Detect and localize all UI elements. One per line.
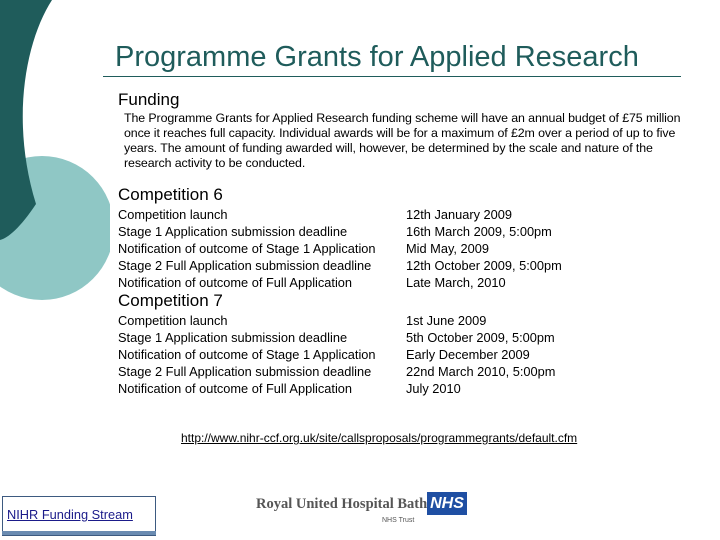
schedule-row bbox=[118, 312, 555, 329]
schedule-event: Stage 1 Application submission deadline bbox=[118, 330, 348, 345]
schedule-event: Competition launch bbox=[118, 207, 228, 222]
schedule-row bbox=[118, 223, 562, 240]
nhs-trust-label: NHS Trust bbox=[382, 517, 415, 524]
nhs-badge-icon: NHS bbox=[427, 492, 467, 515]
schedule-date: Early December 2009 bbox=[406, 347, 530, 362]
schedule-date: 12th January 2009 bbox=[406, 207, 513, 222]
schedule-date: 5th October 2009, 5:00pm bbox=[406, 330, 555, 345]
competition-7-heading: Competition 7 bbox=[118, 291, 223, 310]
schedule-event: Notification of outcome of Stage 1 Application bbox=[118, 347, 376, 362]
schedule-date: 1st June 2009 bbox=[406, 313, 487, 328]
slide-title: Programme Grants for Applied Research bbox=[115, 41, 639, 73]
schedule-event: Stage 2 Full Application submission deadline bbox=[118, 258, 372, 273]
schedule-row bbox=[118, 329, 555, 346]
schedule-event: Stage 2 Full Application submission deadline bbox=[118, 364, 372, 379]
schedule-date: Late March, 2010 bbox=[406, 275, 506, 290]
schedule-event: Stage 1 Application submission deadline bbox=[118, 224, 348, 239]
nihr-funding-stream-link[interactable]: NIHR Funding Stream bbox=[7, 507, 133, 522]
hospital-name: Royal United Hospital Bath bbox=[256, 496, 428, 512]
competition-6-heading: Competition 6 bbox=[118, 185, 223, 204]
schedule-row bbox=[118, 206, 562, 223]
schedule-date: July 2010 bbox=[406, 381, 461, 396]
schedule-event: Notification of outcome of Stage 1 Application bbox=[118, 241, 376, 256]
schedule-event: Notification of outcome of Full Application bbox=[118, 381, 353, 396]
schedule-date: 22nd March 2010, 5:00pm bbox=[406, 364, 556, 379]
programme-grants-link[interactable]: http://www.nihr-ccf.org.uk/site/callsproposals/programmegrants/default.cfm bbox=[181, 431, 578, 445]
schedule-row bbox=[118, 380, 555, 397]
schedule-event: Competition launch bbox=[118, 313, 228, 328]
competition-7-schedule bbox=[118, 312, 555, 397]
schedule-row bbox=[118, 257, 562, 274]
footer-divider bbox=[2, 531, 156, 535]
schedule-row bbox=[118, 240, 562, 257]
decorative-corner-shape bbox=[0, 0, 110, 300]
schedule-date: Mid May, 2009 bbox=[406, 241, 489, 256]
schedule-date: 16th March 2009, 5:00pm bbox=[406, 224, 552, 239]
funding-heading: Funding bbox=[118, 90, 180, 109]
competition-6-schedule bbox=[118, 206, 562, 291]
schedule-row bbox=[118, 274, 562, 291]
schedule-event: Notification of outcome of Full Application bbox=[118, 275, 353, 290]
schedule-row bbox=[118, 363, 555, 380]
title-underline bbox=[103, 76, 681, 77]
schedule-row bbox=[118, 346, 555, 363]
schedule-date: 12th October 2009, 5:00pm bbox=[406, 258, 562, 273]
funding-paragraph: The Programme Grants for Applied Research funding scheme will have an annual budget of £75 million once it reaches full capacity. Individual awards will be for a maximum of £2m over a period of up to five years. The amount of funding awarded will, however, be determined by the scale and nature of the research activity to be conducted. bbox=[124, 111, 681, 170]
